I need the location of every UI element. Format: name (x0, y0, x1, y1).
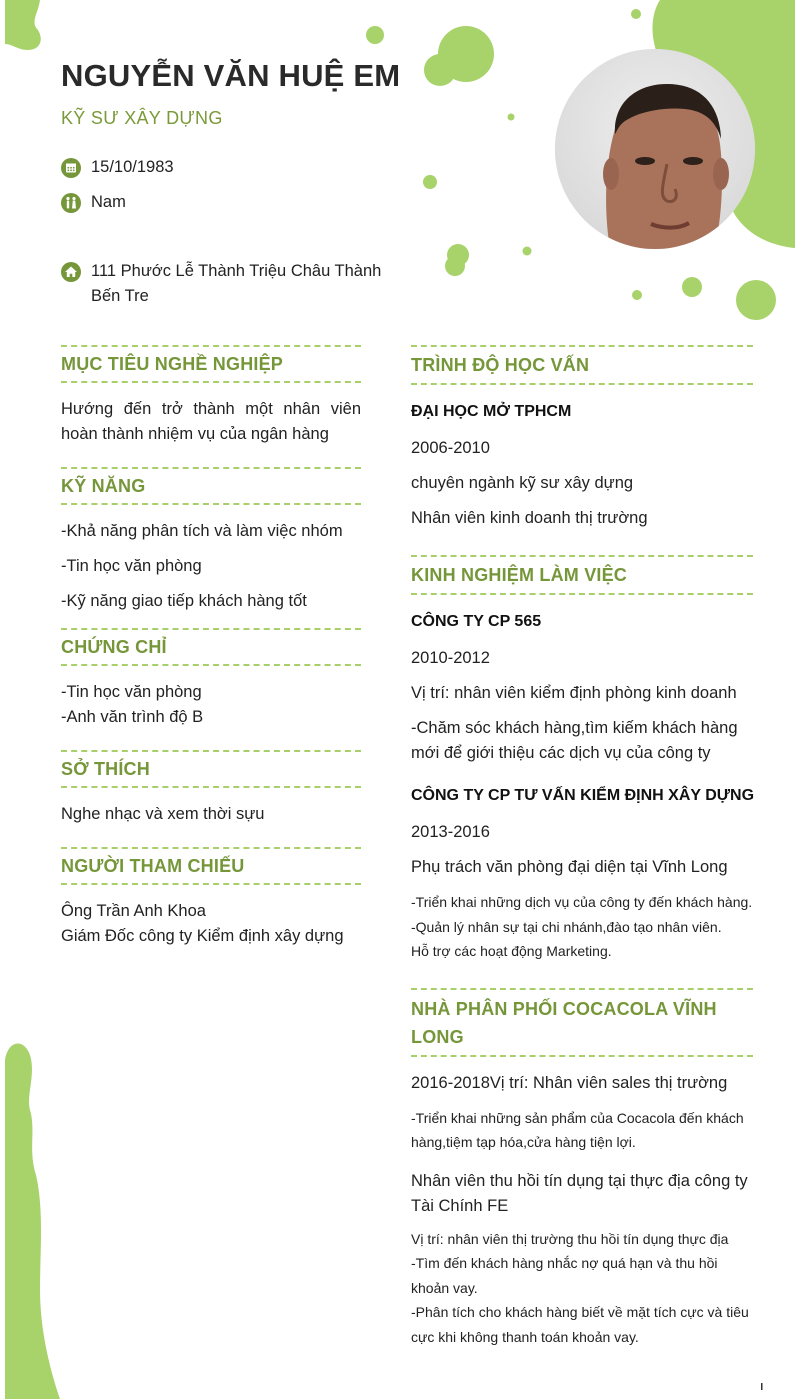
certificate-item: -Anh văn trình độ B (61, 708, 204, 726)
dot (736, 280, 776, 320)
home-icon (61, 262, 81, 282)
skill-item: -Kỹ năng giao tiếp khách hàng tốt (61, 592, 307, 610)
birth-date-row (61, 158, 174, 180)
birth-date: 15/10/1983 (91, 158, 174, 176)
distributor-heading: NHÀ PHÂN PHỐI COCACOLA VĨNH LONG (411, 988, 753, 1057)
objective-heading: MỤC TIÊU NGHỀ NGHIỆP (61, 345, 361, 383)
dot (632, 290, 642, 300)
dot (523, 247, 532, 256)
education-period: 2006-2010 (411, 439, 490, 457)
dot (366, 26, 384, 44)
left-column (61, 345, 361, 949)
job-description: -Chăm sóc khách hàng,tìm kiếm khách hàng mới để giới thiệu các dịch vụ của công ty (411, 719, 738, 762)
objective-text: Hướng đến trở thành một nhân viên hoàn thành nhiệm vụ của ngân hàng (61, 400, 361, 443)
gender-row (61, 193, 126, 215)
company-name: CÔNG TY CP 565 (411, 613, 542, 630)
profile-photo (555, 49, 755, 249)
bottom-left-blob (5, 1044, 60, 1399)
skills-heading: KỸ NĂNG (61, 467, 361, 505)
skill-item: -Khả năng phân tích và làm việc nhóm (61, 522, 343, 540)
company-name: CÔNG TY CP TƯ VẤN KIỂM ĐỊNH XÂY DỰNG (411, 787, 755, 804)
education-section (411, 399, 753, 531)
dot (631, 9, 641, 19)
dot (682, 277, 702, 297)
dot (508, 114, 515, 121)
objective-section (61, 397, 361, 447)
top-left-blob (5, 0, 41, 50)
school-name: ĐẠI HỌC MỞ TPHCM (411, 403, 572, 420)
experience-heading: KINH NGHIỆM LÀM VIỆC (411, 555, 753, 595)
job-detail: -Quản lý nhân sự tại chi nhánh,đào tạo nhân viên. (411, 918, 722, 935)
address-row (61, 262, 396, 309)
dot (447, 244, 469, 266)
reference-name: Ông Trần Anh Khoa (61, 902, 206, 920)
job-detail: Hỗ trợ các hoạt động Marketing. (411, 943, 612, 959)
dot (438, 26, 494, 82)
gender: Nam (91, 193, 126, 211)
job-position: Phụ trách văn phòng đại diện tại Vĩnh Long (411, 858, 728, 876)
education-note: Nhân viên kinh doanh thị trường (411, 509, 648, 527)
references-section (61, 899, 361, 949)
skills-section (61, 519, 361, 614)
hobbies-heading: SỞ THÍCH (61, 750, 361, 788)
candidate-name: NGUYỄN VĂN HUỆ EM (61, 58, 401, 93)
address: 111 Phước Lễ Thành Triệu Châu Thành Bến Tre (91, 262, 382, 305)
distributor-detail: -Triển khai những sản phẩm của Cocacola đến khách hàng,tiệm tạp hóa,cửa hàng tiện lợi. (411, 1109, 744, 1150)
job-period: 2013-2016 (411, 823, 490, 841)
dot (423, 175, 437, 189)
references-heading: NGƯỜI THAM CHIẾU (61, 847, 361, 885)
skill-item: -Tin học văn phòng (61, 557, 202, 575)
dot (445, 256, 465, 276)
hobbies-text: Nghe nhạc và xem thời sựu (61, 805, 265, 823)
job2-detail: -Phân tích cho khách hàng biết về mặt tích cực và tiêu cực khi không thanh toán khoản vay. (411, 1304, 749, 1345)
calendar-icon (61, 158, 81, 178)
certificates-section (61, 680, 361, 730)
hobbies-section (61, 802, 361, 827)
distributor-section (411, 1071, 753, 1350)
education-major: chuyên ngành kỹ sư xây dựng (411, 474, 634, 492)
job2-detail: -Tìm đến khách hàng nhắc nợ quá hạn và thu hồi khoản vay. (411, 1255, 718, 1296)
job-title: KỸ SƯ XÂY DỰNG (61, 108, 223, 128)
certificates-heading: CHỨNG CHỈ (61, 628, 361, 666)
job2-detail: Vị trí: nhân viên thị trường thu hồi tín dụng thực địa (411, 1230, 729, 1247)
job-detail: -Triển khai những dịch vụ của công ty đến khách hàng. (411, 894, 753, 910)
job2-title: Nhân viên thu hồi tín dụng tại thực địa công ty Tài Chính FE (411, 1171, 748, 1215)
certificate-item: -Tin học văn phòng (61, 683, 202, 701)
job-period: 2010-2012 (411, 649, 490, 667)
distributor-period-position: 2016-2018Vị trí: Nhân viên sales thị trường (411, 1073, 728, 1092)
experience-section (411, 609, 753, 964)
gender-icon (61, 193, 81, 213)
reference-title: Giám Đốc công ty Kiểm định xây dựng (61, 927, 344, 945)
right-column (411, 345, 753, 1349)
avatar (555, 49, 755, 249)
education-heading: TRÌNH ĐỘ HỌC VẤN (411, 345, 753, 385)
job-position: Vị trí: nhân viên kiểm định phòng kinh doanh (411, 684, 737, 702)
dot (424, 54, 456, 86)
